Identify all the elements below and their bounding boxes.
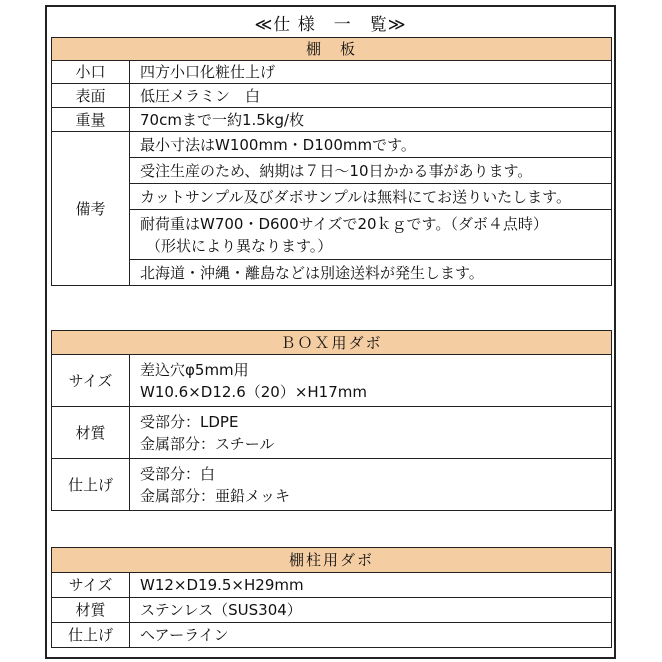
box-dowel-section-header: ＢＯＸ用ダボ bbox=[52, 331, 612, 355]
pillar-dowel-spec-table bbox=[51, 547, 612, 648]
surface-label: 表面 bbox=[52, 84, 130, 108]
box-size-line1: 差込穴φ5mm用 bbox=[140, 360, 249, 379]
spec-sheet-frame bbox=[45, 5, 616, 659]
note-samples: カットサンプル及びダボサンプルは無料にてお送りいたします。 bbox=[130, 184, 612, 210]
pillar-finish-label: 仕上げ bbox=[52, 623, 130, 648]
box-finish-line1: 受部分：白 bbox=[140, 464, 216, 483]
pillar-material-value: ステンレス（SUS304） bbox=[130, 598, 612, 623]
pillar-material-label: 材質 bbox=[52, 598, 130, 623]
note-lead-time: 受注生産のため、納期は７日～10日かかる事があります。 bbox=[130, 158, 612, 184]
pillar-dowel-section-header: 棚柱用ダボ bbox=[52, 548, 612, 573]
page-title: ≪仕 様 一 覧≫ bbox=[254, 15, 407, 35]
note-min-size: 最小寸法はW100mm・D100mmです。 bbox=[130, 132, 612, 158]
box-size-label: サイズ bbox=[52, 355, 130, 407]
shelf-spec-table bbox=[51, 37, 612, 286]
box-material-line1: 受部分：LDPE bbox=[140, 412, 239, 431]
weight-label: 重量 bbox=[52, 108, 130, 132]
box-material-label: 材質 bbox=[52, 407, 130, 459]
edge-value: 四方小口化粧仕上げ bbox=[130, 61, 612, 84]
note-shipping: 北海道・沖縄・離島などは別途送料が発生します。 bbox=[130, 260, 612, 286]
box-material-line2: 金属部分：スチール bbox=[140, 434, 275, 453]
box-size-line2: W10.6×D12.6（20）×H17mm bbox=[140, 382, 367, 401]
box-finish-label: 仕上げ bbox=[52, 459, 130, 511]
pillar-finish-value: ヘアーライン bbox=[130, 623, 612, 648]
surface-value: 低圧メラミン 白 bbox=[130, 84, 612, 108]
note-load-capacity bbox=[130, 210, 612, 260]
note-load-capacity-line1: 耐荷重はW700・D600サイズで20ｋｇです。（ダボ４点時） bbox=[140, 214, 548, 233]
pillar-size-value: W12×D19.5×H29mm bbox=[130, 573, 612, 598]
note-load-capacity-line2: （形状により異なります。） bbox=[146, 236, 333, 255]
weight-value: 70cmまで一約1.5kg/枚 bbox=[130, 108, 612, 132]
pillar-size-label: サイズ bbox=[52, 573, 130, 598]
shelf-section-header: 棚 板 bbox=[52, 38, 612, 61]
box-dowel-spec-table bbox=[51, 330, 612, 511]
edge-label: 小口 bbox=[52, 61, 130, 84]
box-material-value bbox=[130, 407, 612, 459]
notes-label: 備考 bbox=[52, 132, 130, 286]
box-finish-line2: 金属部分：亜鉛メッキ bbox=[140, 486, 291, 505]
box-finish-value bbox=[130, 459, 612, 511]
box-size-value bbox=[130, 355, 612, 407]
